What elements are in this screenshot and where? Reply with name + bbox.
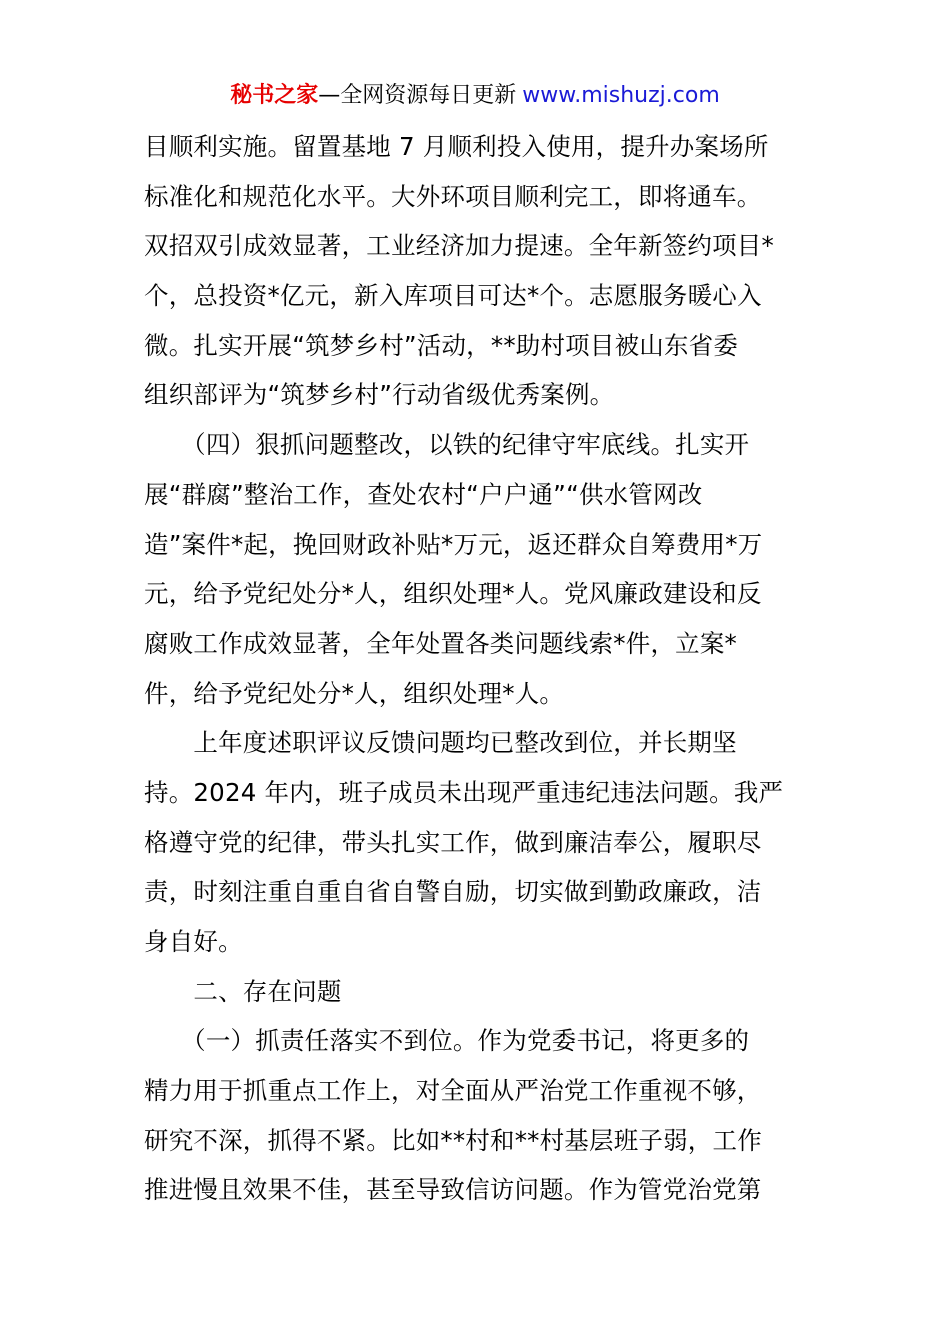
text-line: 持。2024 年内，班子成员未出现严重违纪违法问题。我严 xyxy=(144,777,784,807)
text-line: 身自好。 xyxy=(144,927,243,956)
text-line: 展“群腐”整治工作，查处农村“户户通”“供水管网改 xyxy=(144,479,703,509)
text-line: 组织部评为“筑梦乡村”行动省级优秀案例。 xyxy=(144,380,615,410)
text-line: 精力用于抓重点工作上，对全面从严治党工作重视不够， xyxy=(144,1076,762,1106)
paragraph-heading-one: （一）抓责任落实不到位。作为党委书记，将更多的 xyxy=(144,1026,750,1056)
text-line: 研究不深，抓得不紧。比如**村和**村基层班子弱，工作 xyxy=(144,1125,762,1155)
text-line: 目顺利实施。留置基地 7 月顺利投入使用，提升办案场所 xyxy=(144,132,769,161)
page-header xyxy=(0,80,950,112)
text-line: 个，总投资*亿元，新入库项目可达*个。志愿服务暖心入 xyxy=(144,281,762,311)
text-line: 标准化和规范化水平。大外环项目顺利完工，即将通车。 xyxy=(144,181,762,211)
paragraph-heading-four: （四）狠抓问题整改，以铁的纪律守牢底线。扎实开 xyxy=(144,430,750,460)
text-line: 件，给予党纪处分*人，组织处理*人。 xyxy=(144,678,565,708)
text-line: 双招双引成效显著，工业经济加力提速。全年新签约项目* xyxy=(144,231,774,261)
text-line: 腐败工作成效显著，全年处置各类问题线索*件，立案* xyxy=(144,628,737,658)
site-url: www.mishuzj.com xyxy=(522,83,720,108)
paragraph-start: 上年度述职评议反馈问题均已整改到位，并长期坚 xyxy=(144,728,737,758)
text-line: 元，给予党纪处分*人，组织处理*人。党风廉政建设和反 xyxy=(144,579,762,609)
site-tagline: —全网资源每日更新 xyxy=(318,83,517,108)
document-body xyxy=(144,122,810,1215)
text-line: 微。扎实开展“筑梦乡村”活动，**助村项目被山东省委 xyxy=(144,330,739,360)
text-line: 责，时刻注重自重自省自警自励，切实做到勤政廉政，洁 xyxy=(144,877,762,907)
site-brand: 秘书之家 xyxy=(230,83,319,108)
section-heading: 二、存在问题 xyxy=(144,976,342,1006)
text-line: 推进慢且效果不佳，甚至导致信访问题。作为管党治党第 xyxy=(144,1175,762,1205)
text-line: 格遵守党的纪律，带头扎实工作，做到廉洁奉公，履职尽 xyxy=(144,827,762,857)
text-line: 造”案件*起，挽回财政补贴*万元，返还群众自筹费用*万 xyxy=(144,529,763,559)
